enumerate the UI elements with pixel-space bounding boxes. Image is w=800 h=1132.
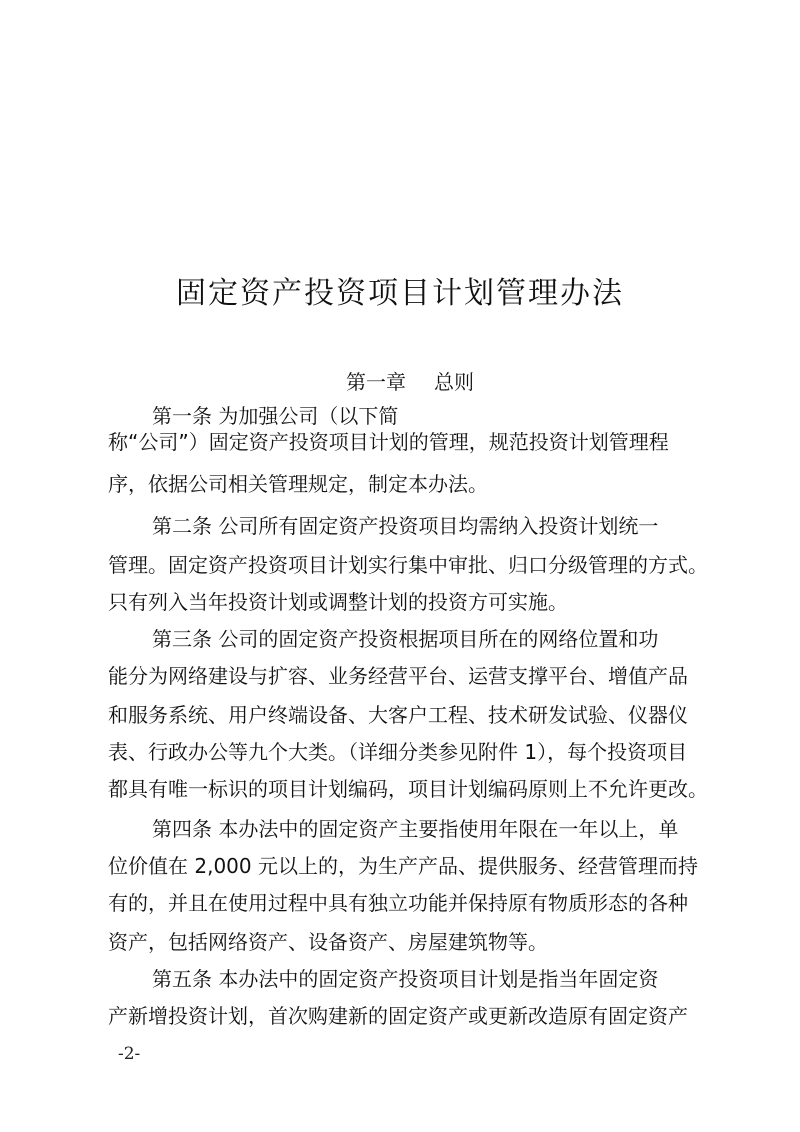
paragraph-line: 表、行政办公等九个大类。（详细分类参见附件 1），每个投资项目 bbox=[108, 740, 688, 764]
chapter-name: 总则 bbox=[434, 370, 474, 394]
paragraph-line: 称“公司”）固定资产投资项目计划的管理，规范投资计划管理程 bbox=[108, 430, 669, 454]
paragraph-line: 能分为网络建设与扩容、业务经营平台、运营支撑平台、增值产品 bbox=[108, 664, 688, 688]
paragraph-line: 只有列入当年投资计划或调整计划的投资方可实施。 bbox=[108, 590, 568, 614]
paragraph-line: 第四条 本办法中的固定资产主要指使用年限在一年以上，单 bbox=[152, 817, 679, 841]
paragraph-line: 序，依据公司相关管理规定，制定本办法。 bbox=[108, 472, 488, 496]
paragraph-line: 第五条 本办法中的固定资产投资项目计划是指当年固定资 bbox=[152, 967, 659, 991]
paragraph-line: 第三条 公司的固定资产投资根据项目所在的网络位置和功 bbox=[152, 627, 659, 651]
paragraph-line: 管理。固定资产投资项目计划实行集中审批、归口分级管理的方式。 bbox=[108, 553, 708, 577]
page-number: -2- bbox=[118, 1044, 141, 1064]
paragraph-line: 产新增投资计划，首次购建新的固定资产或更新改造原有固定资产 bbox=[108, 1004, 688, 1028]
chapter-number: 第一章 bbox=[346, 370, 406, 394]
paragraph-line: 都具有唯一标识的项目计划编码，项目计划编码原则上不允许更改。 bbox=[108, 777, 708, 801]
paragraph-line: 第二条 公司所有固定资产投资项目均需纳入投资计划统一 bbox=[152, 514, 659, 538]
paragraph-line: 第一条 为加强公司（以下简 bbox=[152, 404, 399, 428]
paragraph-line: 和服务系统、用户终端设备、大客户工程、技术研发试验、仪器仪 bbox=[108, 703, 688, 727]
paragraph-line: 位价值在 2,000 元以上的，为生产产品、提供服务、经营管理而持 bbox=[108, 854, 698, 878]
document-title: 固定资产投资项目计划管理办法 bbox=[176, 276, 624, 311]
paragraph-line: 资产，包括网络资产、设备资产、房屋建筑物等。 bbox=[108, 930, 548, 954]
chapter-heading bbox=[346, 366, 474, 395]
paragraph-line: 有的，并且在使用过程中具有独立功能并保持原有物质形态的各种 bbox=[108, 891, 688, 915]
